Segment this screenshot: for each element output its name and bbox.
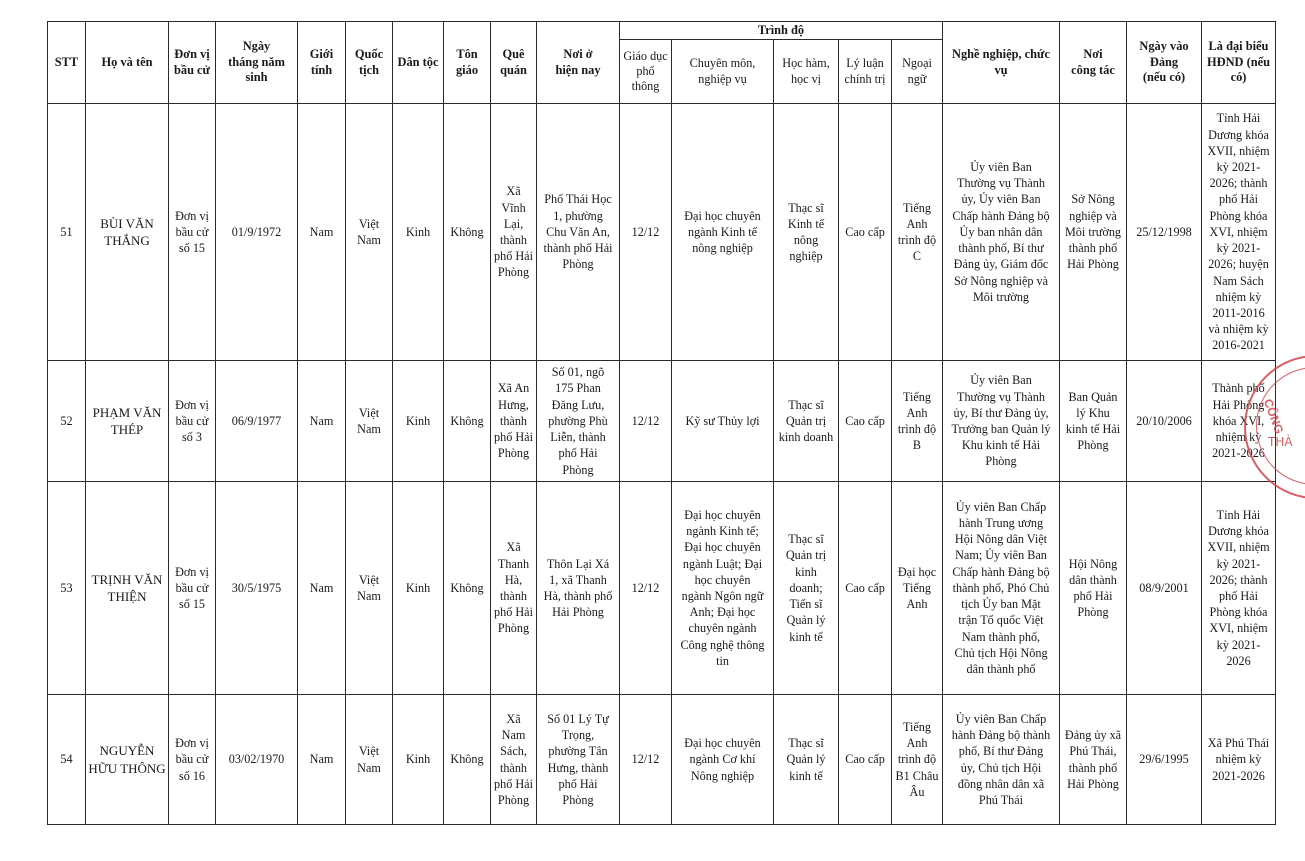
header-trinh-do: Trình độ [620, 22, 943, 40]
cell-que-quan: Xã An Hưng, thành phố Hải Phòng [491, 361, 537, 482]
header-ton-giao: Tôn giáo [444, 22, 491, 104]
cell-que-quan: Xã Thanh Hà, thành phố Hải Phòng [491, 482, 537, 695]
cell-chuyen-mon: Đại học chuyên ngành Kinh tế nông nghiệp [672, 104, 774, 361]
cell-chuyen-mon: Kỹ sư Thủy lợi [672, 361, 774, 482]
cell-hoc-ham: Thạc sĩ Quản trị kinh doanh; Tiến sĩ Quản lý kinh tế [774, 482, 839, 695]
cell-ly-luan: Cao cấp [839, 695, 892, 825]
cell-ngoai-ngu: Tiếng Anh trình độ C [892, 104, 943, 361]
cell-ton-giao: Không [444, 695, 491, 825]
cell-ngoai-ngu: Tiếng Anh trình độ B1 Châu Âu [892, 695, 943, 825]
cell-dan-toc: Kinh [393, 361, 444, 482]
cell-nghe-nghiep: Ủy viên Ban Chấp hành Trung ương Hội Nông dân Việt Nam; Ủy viên Ban Chấp hành Đảng bộ thành phố, Phó Chủ tịch Ủy ban Mặt trận Tổ quốc Việt Nam thành phố, Chủ tịch Hội Nông dân thành phố [943, 482, 1060, 695]
cell-ngay-sinh: 30/5/1975 [216, 482, 298, 695]
cell-que-quan: Xã Nam Sách, thành phố Hải Phòng [491, 695, 537, 825]
table-row [48, 104, 1276, 361]
cell-quoc-tich: Việt Nam [346, 482, 393, 695]
table-row [48, 361, 1276, 482]
cell-hoc-ham: Thạc sĩ Quản lý kinh tế [774, 695, 839, 825]
cell-ho-ten: TRỊNH VĂN THIỆN [86, 482, 169, 695]
cell-ngay-vao-dang: 29/6/1995 [1127, 695, 1202, 825]
cell-noi-o: Số 01, ngõ 175 Phan Đăng Lưu, phường Phù Liễn, thành phố Hải Phòng [537, 361, 620, 482]
header-hoc-ham: Học hàm, học vị [774, 40, 839, 104]
header-dai-bieu: Là đại biểu HĐND (nếu có) [1202, 22, 1276, 104]
cell-nghe-nghiep: Ủy viên Ban Thường vụ Thành ủy, Bí thư Đảng ủy, Trưởng ban Quản lý Khu kinh tế Hải Phòng [943, 361, 1060, 482]
header-gioi-tinh: Giới tính [298, 22, 346, 104]
header-ho-ten: Họ và tên [86, 22, 169, 104]
cell-gioi-tinh: Nam [298, 482, 346, 695]
cell-quoc-tich: Việt Nam [346, 695, 393, 825]
cell-dai-bieu: Thành phố Hải Phòng khóa XVI, nhiệm kỳ 2021-2026 [1202, 361, 1276, 482]
cell-quoc-tich: Việt Nam [346, 361, 393, 482]
cell-noi-cong-tac: Sở Nông nghiệp và Môi trường thành phố Hải Phòng [1060, 104, 1127, 361]
header-ngay-vao-dang: Ngày vào Đảng (nếu có) [1127, 22, 1202, 104]
cell-ngoai-ngu: Đại học Tiếng Anh [892, 482, 943, 695]
cell-dai-bieu: Tỉnh Hải Dương khóa XVII, nhiệm kỳ 2021- 2026; thành phố Hải Phòng khóa XVI, nhiệm kỳ 2021- 2026 [1202, 482, 1276, 695]
cell-ngay-sinh: 01/9/1972 [216, 104, 298, 361]
header-que-quan: Quê quán [491, 22, 537, 104]
header-ngoai-ngu: Ngoại ngữ [892, 40, 943, 104]
cell-dan-toc: Kinh [393, 695, 444, 825]
cell-stt: 51 [48, 104, 86, 361]
cell-ho-ten: NGUYỄN HỮU THÔNG [86, 695, 169, 825]
cell-ngay-sinh: 03/02/1970 [216, 695, 298, 825]
header-ngay-sinh: Ngày tháng năm sinh [216, 22, 298, 104]
cell-ngay-vao-dang: 25/12/1998 [1127, 104, 1202, 361]
cell-ho-ten: BÙI VĂN THẮNG [86, 104, 169, 361]
table-row [48, 695, 1276, 825]
stamp-text: CÔNG [1260, 397, 1287, 436]
cell-que-quan: Xã Vĩnh Lại, thành phố Hải Phòng [491, 104, 537, 361]
cell-stt: 53 [48, 482, 86, 695]
cell-chuyen-mon: Đại học chuyên ngành Cơ khí Nông nghiệp [672, 695, 774, 825]
cell-ton-giao: Không [444, 361, 491, 482]
cell-ngay-vao-dang: 20/10/2006 [1127, 361, 1202, 482]
cell-noi-o: Thôn Lại Xá 1, xã Thanh Hà, thành phố Hải Phòng [537, 482, 620, 695]
cell-hoc-ham: Thạc sĩ Kinh tế nông nghiệp [774, 104, 839, 361]
header-dan-toc: Dân tộc [393, 22, 444, 104]
cell-noi-o: Số 01 Lý Tự Trọng, phường Tân Hưng, thành phố Hải Phòng [537, 695, 620, 825]
stamp-text-2: THÀ [1268, 435, 1293, 449]
candidate-table [47, 21, 1276, 825]
cell-gd-pho-thong: 12/12 [620, 695, 672, 825]
cell-dai-bieu: Tỉnh Hải Dương khóa XVII, nhiệm kỳ 2021- 2026; thành phố Hải Phòng khóa XVI, nhiệm kỳ 2021- 2026; huyện Nam Sách nhiệm kỳ 2011-2016 và nhiệm kỳ 2016-2021 [1202, 104, 1276, 361]
cell-nghe-nghiep: Ủy viên Ban Chấp hành Đảng bộ thành phố, Bí thư Đảng ủy, Chủ tịch Hội đồng nhân dân xã Phú Thái [943, 695, 1060, 825]
cell-gioi-tinh: Nam [298, 361, 346, 482]
header-nghe-nghiep: Nghề nghiệp, chức vụ [943, 22, 1060, 104]
header-quoc-tich: Quốc tịch [346, 22, 393, 104]
cell-gioi-tinh: Nam [298, 104, 346, 361]
header-noi-o: Nơi ở hiện nay [537, 22, 620, 104]
cell-dan-toc: Kinh [393, 482, 444, 695]
header-stt: STT [48, 22, 86, 104]
cell-ho-ten: PHẠM VĂN THÉP [86, 361, 169, 482]
cell-chuyen-mon: Đại học chuyên ngành Kinh tế; Đại học chuyên ngành Luật; Đại học chuyên ngành Ngôn ngữ Anh; Đại học chuyên ngành Công nghệ thông tin [672, 482, 774, 695]
cell-nghe-nghiep: Ủy viên Ban Thường vụ Thành ủy, Ủy viên Ban Chấp hành Đảng bộ Ủy ban nhân dân thành phố, Bí thư Đảng ủy, Giám đốc Sở Nông nghiệp và Môi trường [943, 104, 1060, 361]
cell-hoc-ham: Thạc sĩ Quản trị kinh doanh [774, 361, 839, 482]
cell-ton-giao: Không [444, 482, 491, 695]
header-don-vi: Đơn vị bầu cử [169, 22, 216, 104]
cell-noi-cong-tac: Ban Quản lý Khu kinh tế Hải Phòng [1060, 361, 1127, 482]
cell-ngay-sinh: 06/9/1977 [216, 361, 298, 482]
cell-don-vi: Đơn vị bầu cử số 15 [169, 482, 216, 695]
cell-dan-toc: Kinh [393, 104, 444, 361]
cell-gd-pho-thong: 12/12 [620, 482, 672, 695]
header-noi-cong-tac: Nơi công tác [1060, 22, 1127, 104]
cell-don-vi: Đơn vị bầu cử số 15 [169, 104, 216, 361]
header-gd-pho-thong: Giáo dục phổ thông [620, 40, 672, 104]
table-row [48, 482, 1276, 695]
cell-don-vi: Đơn vị bầu cử số 3 [169, 361, 216, 482]
cell-ton-giao: Không [444, 104, 491, 361]
header-ly-luan: Lý luận chính trị [839, 40, 892, 104]
cell-noi-o: Phố Thái Học 1, phường Chu Văn An, thành phố Hải Phòng [537, 104, 620, 361]
header-chuyen-mon: Chuyên môn, nghiệp vụ [672, 40, 774, 104]
cell-gd-pho-thong: 12/12 [620, 104, 672, 361]
cell-quoc-tich: Việt Nam [346, 104, 393, 361]
cell-ly-luan: Cao cấp [839, 361, 892, 482]
cell-ly-luan: Cao cấp [839, 104, 892, 361]
cell-noi-cong-tac: Hội Nông dân thành phố Hải Phòng [1060, 482, 1127, 695]
cell-ngay-vao-dang: 08/9/2001 [1127, 482, 1202, 695]
cell-noi-cong-tac: Đảng ủy xã Phú Thái, thành phố Hải Phòng [1060, 695, 1127, 825]
cell-ly-luan: Cao cấp [839, 482, 892, 695]
cell-ngoai-ngu: Tiếng Anh trình độ B [892, 361, 943, 482]
cell-gioi-tinh: Nam [298, 695, 346, 825]
cell-gd-pho-thong: 12/12 [620, 361, 672, 482]
cell-dai-bieu: Xã Phú Thái nhiệm kỳ 2021-2026 [1202, 695, 1276, 825]
cell-stt: 54 [48, 695, 86, 825]
cell-don-vi: Đơn vị bầu cử số 16 [169, 695, 216, 825]
cell-stt: 52 [48, 361, 86, 482]
